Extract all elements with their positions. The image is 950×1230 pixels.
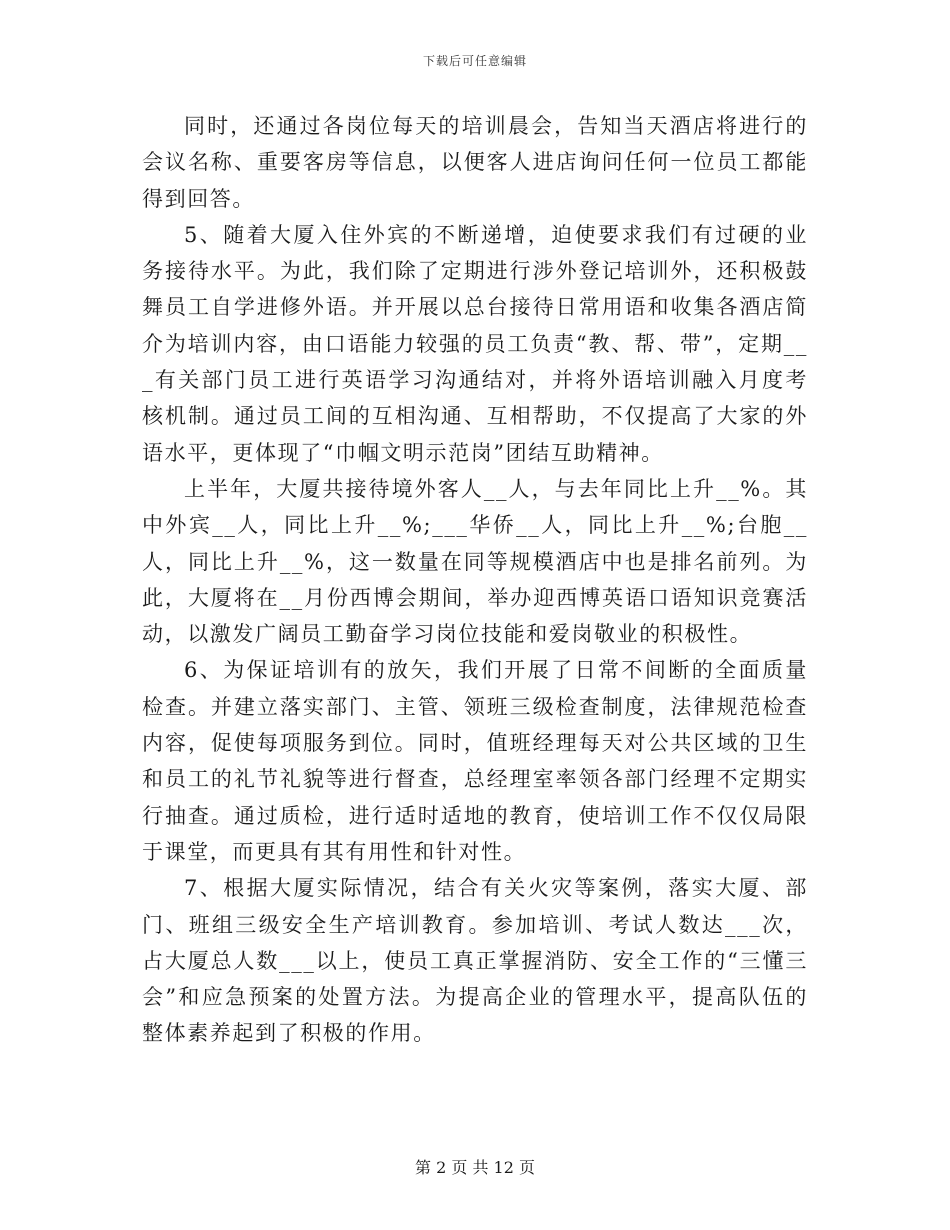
- page-number-footer: 第 2 页 共 12 页: [415, 1158, 535, 1177]
- paragraph-3: 上半年，大厦共接待境外客人__人，与去年同比上升__%。其中外宾__人，同比上升__%;___华侨__人，同比上升__%;台胞__人，同比上升__%，这一数量在同等规模酒店中也是排名前列。为此，大厦将在__月份西博会期间，举办迎西博英语口语知识竞赛活动，以激发广阔员工勤奋学习岗位技能和爱岗敬业的积极性。: [142, 476, 808, 647]
- paragraph-2: 5、随着大厦入住外宾的不断递增，迫使要求我们有过硬的业务接待水平。为此，我们除了定期进行涉外登记培训外，还积极鼓舞员工自学进修外语。并开展以总台接待日常用语和收集各酒店简介为培训内容，由口语能力较强的员工负责“教、帮、带”，定期___有关部门员工进行英语学习沟通结对，并将外语培训融入月度考核机制。通过员工间的互相沟通、互相帮助，不仅提高了大家的外语水平，更体现了“巾帼文明示范岗”团结互助精神。: [142, 222, 808, 465]
- document-body: [142, 108, 808, 1052]
- page-header: 下载后可任意编辑: [422, 54, 527, 68]
- paragraph-1: 同时，还通过各岗位每天的培训晨会，告知当天酒店将进行的会议名称、重要客房等信息，以便客人进店询问任何一位员工都能得到回答。: [142, 114, 808, 211]
- paragraph-4: 6、为保证培训有的放矢，我们开展了日常不间断的全面质量检查。并建立落实部门、主管、领班三级检查制度，法律规范检查内容，促使每项服务到位。同时，值班经理每天对公共区域的卫生和员工的礼节礼貌等进行督查，总经理室率领各部门经理不定期实行抽查。通过质检，进行适时适地的教育，使培训工作不仅仅局限于课堂，而更具有其有用性和针对性。: [142, 658, 808, 864]
- paragraph-5: 7、根据大厦实际情况，结合有关火灾等案例，落实大厦、部门、班组三级安全生产培训教育。参加培训、考试人数达___次，占大厦总人数___以上，使员工真正掌握消防、安全工作的“三懂三会”和应急预案的处置方法。为提高企业的管理水平，提高队伍的整体素养起到了积极的作用。: [142, 876, 808, 1046]
